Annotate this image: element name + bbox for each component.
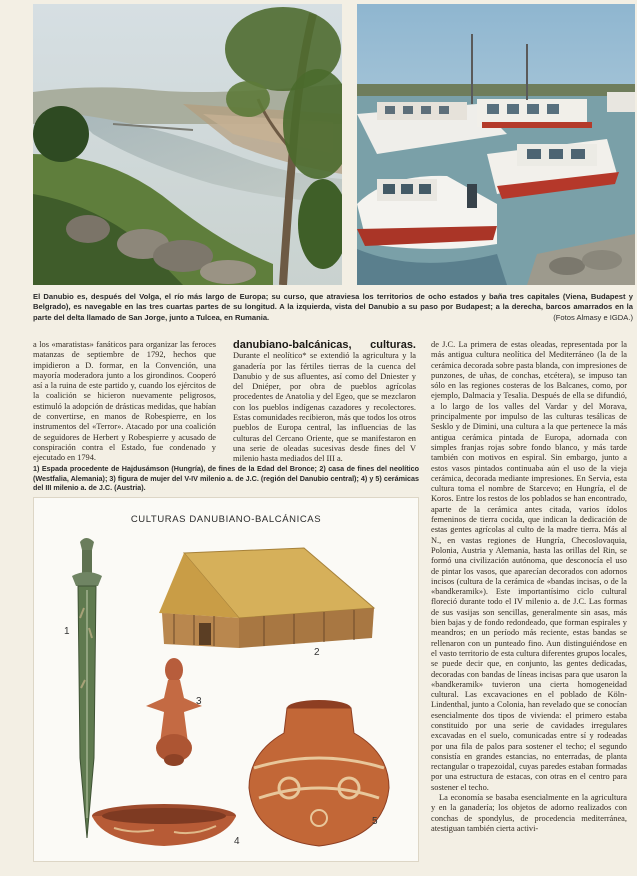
entry-text: Durante el neolítico* se extendió la agricultura y la ganadería por las fértiles tierras de la cuenca del Danubio y de sus afluentes, así como del Dniester y del Dniéper, por obra de pueblos agrícolas procedentes de Anatolia y del Egeo, que se mezclaron con los pueblos indígenas cazadores y recolectores. Estas comunidades recibieron, más que todos los otros pueblos de Europa central, las influencias de las culturas del Cercano Oriente, que se manifestaron en una serie de oleadas sucesivas desde fines del V milenio hasta mediados del III a.: [233, 351, 416, 464]
entry-heading: danubiano-balcánicas, culturas.: [233, 339, 416, 351]
figure-number-3: 3: [196, 696, 202, 707]
paragraph-2: La economía se basaba esencialmente en la agricultura y en la ganadería; los objetos de adorno realizados con conchas de spondylus, de procedencia mediterránea, atestiguan también cierta activi-: [431, 793, 627, 833]
photo-boats-tulcea: [357, 4, 635, 285]
entry-paragraph: [233, 340, 416, 465]
neolithic-house-illustration: [159, 548, 374, 648]
column-entry-start: [233, 340, 416, 465]
figure-number-1: 1: [64, 626, 70, 637]
column-1-text: a los «maratistas» fanáticos para organizar las feroces matanzas de septiembre de 1792, hechos que impidieron a D. formar, en la Convención, una mayoría moderadora junto a los girondinos. Cooperó así a la ruina de este partido y, cuando los ejércitos de la coalición se hicieron nuevamente peligrosos, estimuló la adopción de drásticas medidas, que habían de convertirse, en manos de Robespierre, en los instrumentos del «Terror». Atacado por una coalición de seguidores de Herbert y Robespierre y acusado de conspiración contra el Estado, fue condenado y ejecutado en 1794.: [33, 340, 216, 463]
figure-number-4: 4: [234, 836, 240, 847]
ceramic-bowl-illustration: [92, 804, 236, 846]
paragraph-1: de J.C. La primera de estas oleadas, representada por la más antigua cultura neolítica del Mediterráneo (la de la cerámica decorada sobre pasta blanda, con impresiones de punzones, de uñas, de conchas, etcétera), se impuso tan sólo en las regiones costeras de los Balcanes, como, por ejemplo, Dalmacia y Tesalia. Después de ella se difundió, a lo largo de los valles del Vardar y del Morava, principalmente por impulso de las culturas tesálicas de Sesklo y de Dimini, una cultura a la que pertenece la más antigua cerámica pintada de Europa, adornada con simples franjas rojas sobre fondo blanco, y más tarde también con motivos en espiral. Sin embargo, junto a estos vasos pintados continuaba aún el uso de la vieja cerámica, decorada mediante impresiones. En Servia, esta cultura toma el nombre de Starcevo; en Hungría, el de Koros. Entre los restos de los poblados se han encontrado, aparte de la cerámica antes citada, varios ídolos femeninos de tierra cocida, que indican la dedicación de estas gentes agrícolas al culto de la madre tierra. Más al N., en vastas regiones de Hungría, Checoslovaquia, Polonia, Austria y Alemania, hasta las orillas del Rin, se formó una civilización autónoma, que desconocía el uso de pintar los vasos, que aparecían decorados con adornos incisos (cultura de la cerámica de «bandas incisas, o de la «bandkeramik»). Este importantísimo ciclo cultural floreció durante todo el IV milenio a. de J.C. Las formas de sus vasijas son sencillas, generalmente sin asas, más bien bajas y de fondo redondeado, que forman espirales y meandros; en un período más reciente, estas bandas se rellenaron con un punteado fino. Aun distinguiéndose en el vasto territorio de esta cultura diferentes grupos locales, se puede decir que, en conjunto, las gentes dedicadas, decoradas con bandas de líneas incisas para que usaron la «bandkeramik» tuvieron una cierta homogeneidad cultural. Las excavaciones en el poblado de Köln-Lindenthal, junto a Colonia, han revelado que se conocían esencialmente dos tipos de vivienda: el primero estaba constituido por una serie de cavidades irregulares excavadas en el suelo, comunicadas entre sí y rodeadas por una fila de palos para sostener el techo; el segundo consistía en grandes estancias, no enterradas, de planta rectangular o trapezoidal, cuyas paredes estaban formadas por una estructura de estacas, con otras en el centro para sostener el techo.: [431, 340, 627, 792]
photo-danube-budapest: [33, 4, 342, 285]
figure-caption: 1) Espada procedente de Hajdusámson (Hungría), de fines de la Edad del Bronce; 2) casa de fines del neolítico (Westfalia, Alemania); 3) figura de mujer del V-IV milenio a. de J.C. (región del Danubio central); 4) y 5) cerámicas del III milenio a. de J.C. (Austria).: [33, 464, 419, 493]
photo-caption-text: El Danubio es, después del Volga, el río más largo de Europa; su curso, que atraviesa los territorios de ocho estados y baña tres capitales (Viena, Budapest y Belgrado), es navegable en las tres cuartas partes de su longitud. A la izquierda, vista del Danubio a su paso por Budapest; a la derecha, barcos amarrados en la parte del delta llamado de San Jorge, junto a Tulcea, en Rumania.: [33, 292, 633, 322]
bronze-sword-illustration: [72, 538, 102, 838]
ceramic-vase-illustration: [249, 700, 389, 846]
photo-caption: [33, 292, 633, 323]
figure-number-2: 2: [314, 647, 320, 658]
plate-illustrations: [34, 498, 420, 863]
plate-title: CULTURAS DANUBIANO-BALCÁNICAS: [130, 514, 322, 525]
column-entry-continued: [431, 340, 627, 834]
female-figurine-illustration: [146, 658, 202, 766]
photo-credit: (Fotos Almasy e IGDA.): [553, 312, 633, 322]
illustration-plate: [33, 497, 419, 862]
column-dantón-ending: [33, 340, 216, 464]
figure-number-5: 5: [372, 816, 378, 827]
